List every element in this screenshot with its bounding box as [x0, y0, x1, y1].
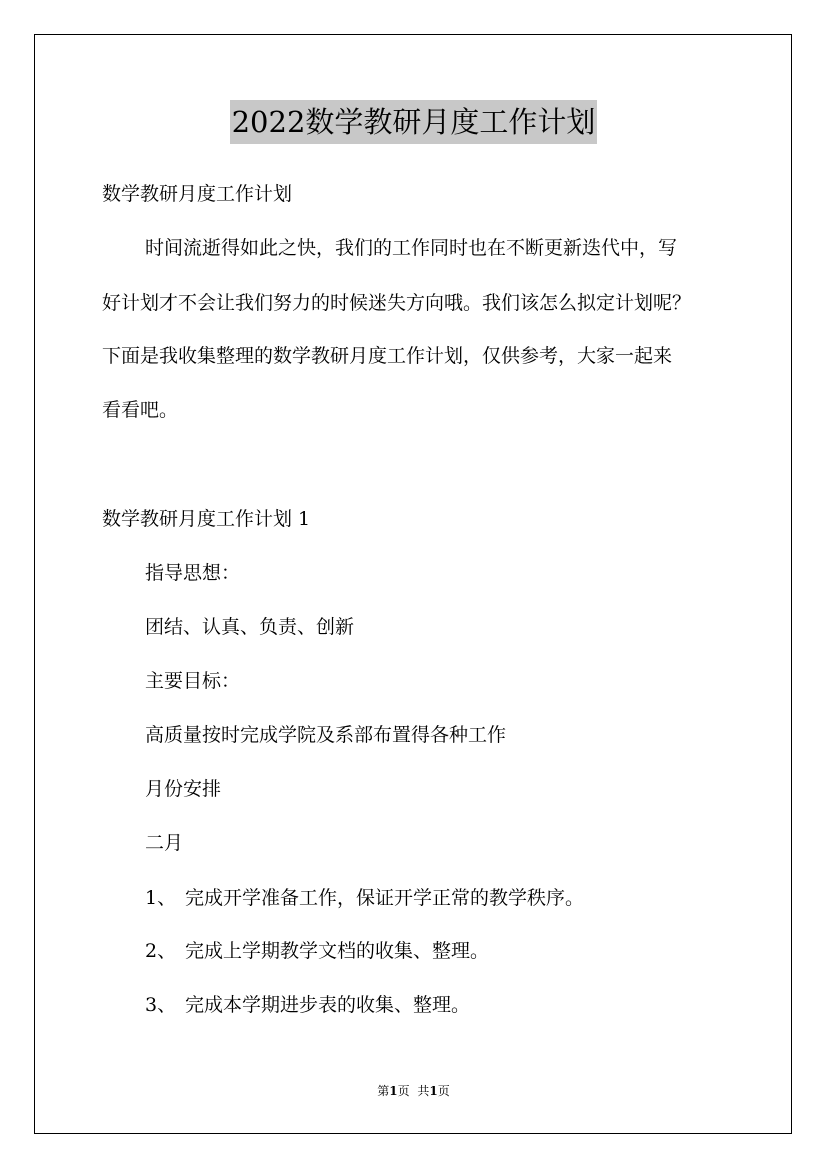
title-wrap: [0, 100, 827, 144]
footer-page-suffix: 页: [397, 1084, 410, 1098]
intro-line: 好计划才不会让我们努力的时候迷失方向哦。我们该怎么拟定计划呢？: [102, 292, 692, 314]
footer-page-prefix: 第: [377, 1084, 390, 1098]
intro-line: 看看吧。: [102, 399, 179, 421]
list-item: [145, 938, 489, 964]
list-item-number: 1、: [145, 887, 177, 909]
intro-line: 下面是我收集整理的数学教研月度工作计划，仅供参考，大家一起来: [102, 345, 673, 367]
list-item: [145, 992, 470, 1018]
footer-total-prefix: 共: [417, 1084, 430, 1098]
intro-line: 时间流逝得如此之快，我们的工作同时也在不断更新迭代中，写: [145, 237, 678, 259]
section-heading: 数学教研月度工作计划 1: [102, 508, 311, 530]
list-item: [145, 885, 584, 911]
list-item-text: 完成开学准备工作，保证开学正常的教学秩序。: [185, 887, 585, 909]
body-line: 月份安排: [145, 778, 222, 800]
document-subtitle: 数学教研月度工作计划: [102, 183, 293, 205]
list-item-number: 2、: [145, 940, 177, 962]
body-line: 高质量按时完成学院及系部布置得各种工作: [145, 724, 507, 746]
list-item-text: 完成本学期进步表的收集、整理。: [185, 994, 471, 1016]
body-line: 团结、认真、负责、创新: [145, 616, 355, 638]
list-item-text: 完成上学期教学文档的收集、整理。: [185, 940, 490, 962]
footer-total-suffix: 页: [437, 1084, 450, 1098]
body-line: 指导思想：: [145, 562, 241, 584]
footer-total-number: 1: [429, 1084, 438, 1098]
document-title: 2022数学教研月度工作计划: [230, 100, 598, 144]
body-line: 二月: [145, 832, 184, 854]
body-line: 主要目标：: [145, 670, 241, 692]
page-footer: [0, 1083, 827, 1099]
list-item-number: 3、: [145, 994, 177, 1016]
footer-page-number: 1: [389, 1084, 398, 1098]
